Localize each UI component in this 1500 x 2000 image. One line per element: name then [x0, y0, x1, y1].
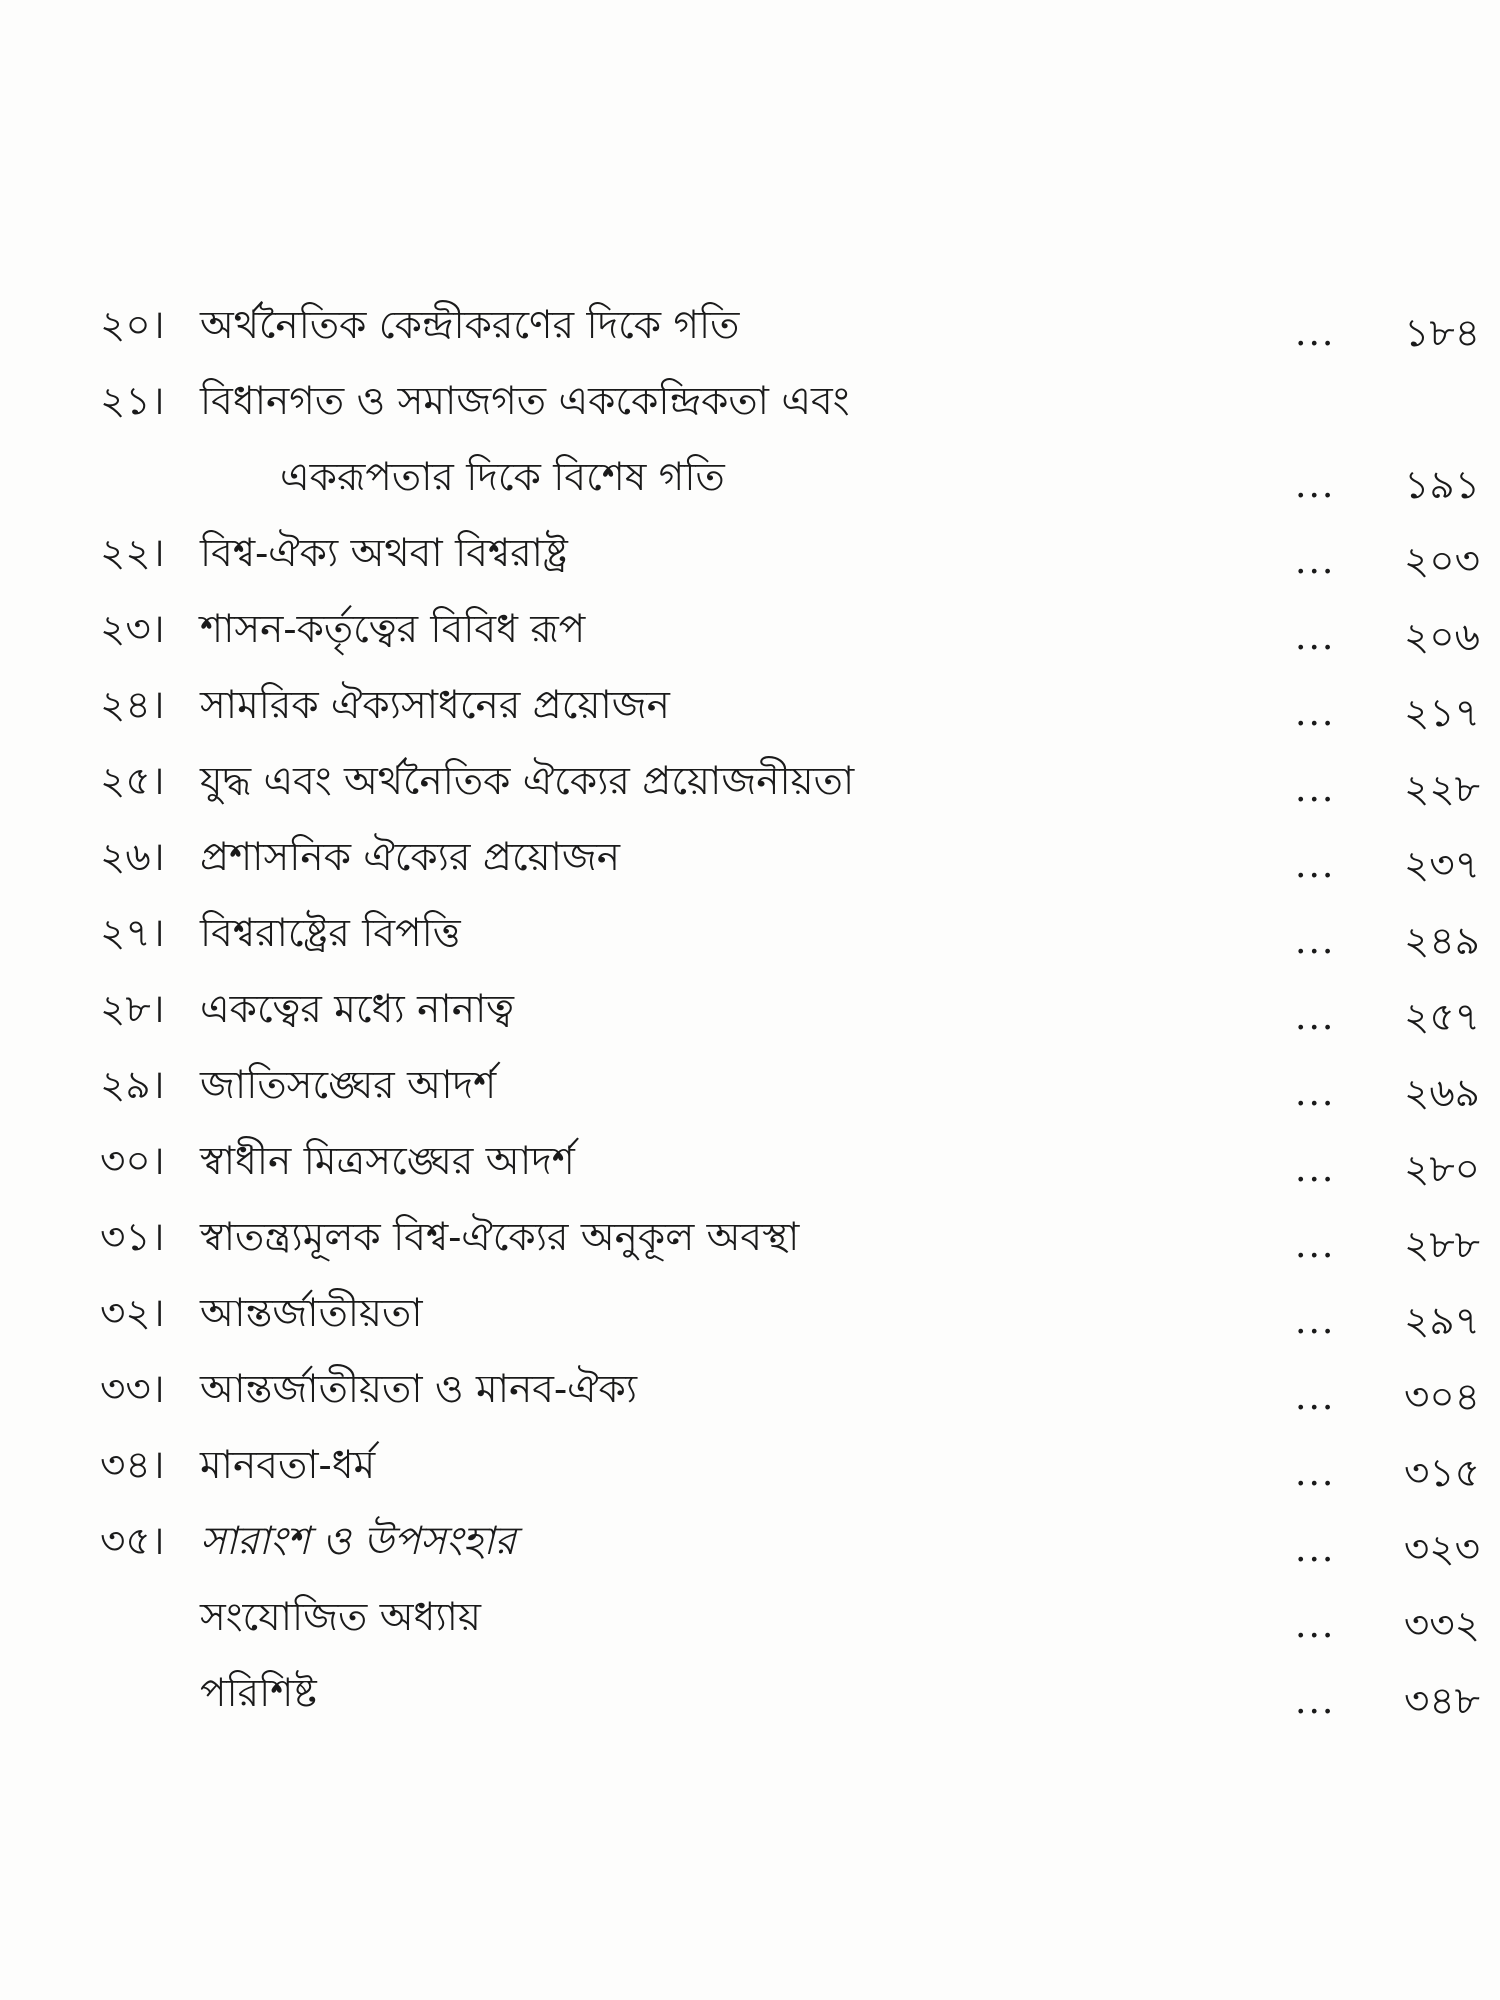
chapter-number: ২২।: [100, 531, 165, 576]
toc-entry-23: [100, 592, 1480, 668]
chapter-title: স্বাতন্ত্র্যমূলক বিশ্ব-ঐক্যের অনুকূল অবস্থা: [200, 1215, 800, 1260]
chapter-number: ২০।: [100, 303, 165, 348]
chapter-title-continuation: একরূপতার দিকে বিশেষ গতি: [280, 455, 725, 500]
leader-dots: ...: [1295, 313, 1336, 354]
toc-entry-supplementary-chapter: [100, 1580, 1480, 1656]
chapter-title: জাতিসঙ্ঘের আদর্শ: [200, 1063, 497, 1108]
page-number: ২০৩: [1403, 539, 1480, 584]
leader-dots: ...: [1295, 1529, 1336, 1570]
table-of-contents: [100, 288, 1480, 1732]
toc-entry-27: [100, 896, 1480, 972]
chapter-title: একত্বের মধ্যে নানাত্ব: [200, 987, 515, 1032]
chapter-number: ২৯।: [100, 1063, 165, 1108]
chapter-title: আন্তর্জাতীয়তা: [200, 1291, 423, 1336]
leader-dots: ...: [1295, 769, 1336, 810]
chapter-number: ৩৪।: [100, 1443, 165, 1488]
chapter-title: সারাংশ ও উপসংহার: [200, 1519, 516, 1564]
toc-entry-30: [100, 1124, 1480, 1200]
leader-dots: ...: [1295, 1377, 1336, 1418]
chapter-number: ২৪।: [100, 683, 165, 728]
page-number: ২১৭: [1403, 691, 1480, 736]
leader-dots: ...: [1295, 1073, 1336, 1114]
page-number: ২৬৯: [1403, 1071, 1480, 1116]
page-number: ৩১৫: [1404, 1451, 1480, 1496]
leader-dots: ...: [1295, 1605, 1336, 1646]
leader-dots: ...: [1295, 845, 1336, 886]
leader-dots: ...: [1295, 1149, 1336, 1190]
leader-dots: ...: [1295, 617, 1336, 658]
toc-entry-21: [100, 364, 1480, 440]
chapter-number: ২৮।: [100, 987, 165, 1032]
leader-dots: ...: [1295, 1453, 1336, 1494]
page-number: ২৩৭: [1403, 843, 1480, 888]
chapter-title: স্বাধীন মিত্রসঙ্ঘের আদর্শ: [200, 1139, 575, 1184]
chapter-title: সামরিক ঐক্যসাধনের প্রয়োজন: [200, 683, 670, 728]
chapter-number: ৩১।: [100, 1215, 165, 1260]
chapter-title: যুদ্ধ এবং অর্থনৈতিক ঐক্যের প্রয়োজনীয়তা: [200, 759, 855, 804]
page-number: ৩২৩: [1403, 1527, 1480, 1572]
leader-dots: ...: [1295, 921, 1336, 962]
page-number: ২৪৯: [1404, 919, 1480, 964]
chapter-number: ৩০।: [100, 1139, 165, 1184]
chapter-number: ২৫।: [100, 759, 165, 804]
toc-entry-28: [100, 972, 1480, 1048]
chapter-title: পরিশিষ্ট: [200, 1671, 317, 1716]
toc-entry-20: [100, 288, 1480, 364]
toc-entry-22: [100, 516, 1480, 592]
leader-dots: ...: [1295, 693, 1336, 734]
chapter-title: শাসন-কর্তৃত্বের বিবিধ রূপ: [200, 607, 586, 652]
toc-entry-29: [100, 1048, 1480, 1124]
page-number: ৩৩২: [1403, 1603, 1480, 1648]
chapter-number: ২৬।: [100, 835, 165, 880]
leader-dots: ...: [1295, 541, 1336, 582]
toc-entry-33: [100, 1352, 1480, 1428]
chapter-number: ৩২।: [100, 1291, 165, 1336]
page-number: ২৮৮: [1404, 1223, 1480, 1268]
chapter-number: ৩৩।: [100, 1367, 165, 1412]
toc-entry-26: [100, 820, 1480, 896]
chapter-title: বিধানগত ও সমাজগত এককেন্দ্রিকতা এবং: [200, 379, 850, 424]
chapter-number: ২৭।: [100, 911, 165, 956]
page-number: ২৮০: [1403, 1147, 1480, 1192]
leader-dots: ...: [1295, 1681, 1336, 1722]
chapter-title: অর্থনৈতিক কেন্দ্রীকরণের দিকে গতি: [200, 303, 740, 348]
toc-entry-31: [100, 1200, 1480, 1276]
page-number: ৩০৪: [1403, 1375, 1480, 1420]
toc-entry-25: [100, 744, 1480, 820]
toc-entry-35: [100, 1504, 1480, 1580]
chapter-title: বিশ্বরাষ্ট্রের বিপত্তি: [200, 911, 461, 956]
toc-entry-21-continuation: [100, 440, 1480, 516]
page-number: ৩৪৮: [1404, 1679, 1480, 1724]
leader-dots: ...: [1295, 997, 1336, 1038]
leader-dots: ...: [1295, 1225, 1336, 1266]
chapter-number: ২১।: [100, 379, 165, 424]
chapter-title: বিশ্ব-ঐক্য অথবা বিশ্বরাষ্ট্র: [200, 531, 568, 576]
page-number: ১৮৪: [1404, 311, 1480, 356]
toc-entry-32: [100, 1276, 1480, 1352]
chapter-number: ৩৫।: [100, 1519, 165, 1564]
toc-entry-24: [100, 668, 1480, 744]
page-number: ২০৬: [1403, 615, 1480, 660]
leader-dots: ...: [1295, 465, 1336, 506]
page-number: ২৯৭: [1403, 1299, 1480, 1344]
toc-entry-34: [100, 1428, 1480, 1504]
chapter-number: ২৩।: [100, 607, 165, 652]
chapter-title: সংযোজিত অধ্যায়: [200, 1595, 481, 1640]
toc-entry-appendix: [100, 1656, 1480, 1732]
chapter-title: মানবতা-ধর্ম: [200, 1443, 376, 1488]
chapter-title: আন্তর্জাতীয়তা ও মানব-ঐক্য: [200, 1367, 638, 1412]
leader-dots: ...: [1295, 1301, 1336, 1342]
page-number: ২৫৭: [1403, 995, 1480, 1040]
chapter-title: প্রশাসনিক ঐক্যের প্রয়োজন: [200, 835, 621, 880]
page-number: ১৯১: [1404, 463, 1480, 508]
page-number: ২২৮: [1403, 767, 1480, 812]
